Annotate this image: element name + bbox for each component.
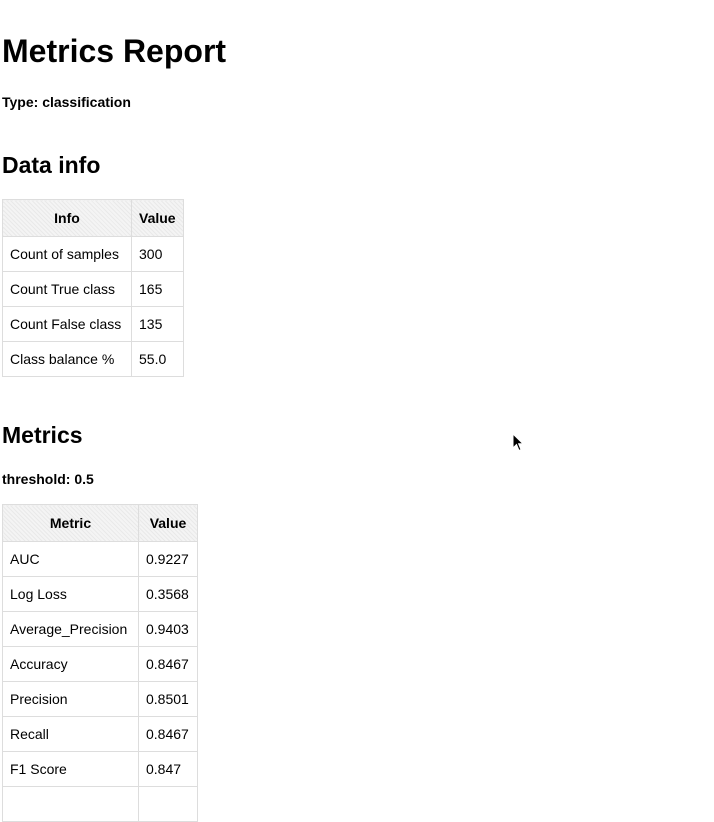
metric-value-cell: 0.8467 bbox=[139, 647, 198, 682]
table-row bbox=[3, 542, 198, 577]
table-row bbox=[3, 272, 184, 307]
metric-name-cell: Log Loss bbox=[3, 577, 139, 612]
table-row bbox=[3, 307, 184, 342]
table-row bbox=[3, 612, 198, 647]
report-type: Type: classification bbox=[2, 94, 131, 110]
data-info-heading: Data info bbox=[2, 152, 101, 178]
table-header-row bbox=[3, 200, 184, 237]
data-info-table bbox=[2, 199, 184, 377]
metric-name-cell: AUC bbox=[3, 542, 139, 577]
info-name-cell: Count of samples bbox=[3, 237, 132, 272]
metric-name-cell: Accuracy bbox=[3, 647, 139, 682]
info-name-cell: Class balance % bbox=[3, 342, 132, 377]
table-row bbox=[3, 787, 198, 822]
mouse-pointer-icon bbox=[512, 433, 524, 452]
info-value-cell: 165 bbox=[132, 272, 184, 307]
page-title: Metrics Report bbox=[2, 33, 227, 69]
info-name-cell: Count False class bbox=[3, 307, 132, 342]
metrics-heading: Metrics bbox=[2, 422, 83, 448]
threshold-label: threshold: 0.5 bbox=[2, 471, 94, 487]
metric-value-cell: 0.847 bbox=[139, 752, 198, 787]
info-value-cell: 55.0 bbox=[132, 342, 184, 377]
info-value-cell: 135 bbox=[132, 307, 184, 342]
metric-value-cell: 0.9403 bbox=[139, 612, 198, 647]
table-row bbox=[3, 717, 198, 752]
metric-value-cell: 0.8501 bbox=[139, 682, 198, 717]
column-header-value: Value bbox=[132, 200, 184, 237]
table-row bbox=[3, 577, 198, 612]
metric-name-cell bbox=[3, 787, 139, 822]
column-header-value: Value bbox=[139, 505, 198, 542]
metric-value-cell: 0.9227 bbox=[139, 542, 198, 577]
metric-value-cell bbox=[139, 787, 198, 822]
column-header-metric: Metric bbox=[3, 505, 139, 542]
metric-name-cell: Precision bbox=[3, 682, 139, 717]
table-row bbox=[3, 647, 198, 682]
table-row bbox=[3, 682, 198, 717]
table-row bbox=[3, 752, 198, 787]
info-value-cell: 300 bbox=[132, 237, 184, 272]
table-header-row bbox=[3, 505, 198, 542]
column-header-info: Info bbox=[3, 200, 132, 237]
metric-value-cell: 0.8467 bbox=[139, 717, 198, 752]
table-row bbox=[3, 237, 184, 272]
metric-name-cell: F1 Score bbox=[3, 752, 139, 787]
info-name-cell: Count True class bbox=[3, 272, 132, 307]
metric-value-cell: 0.3568 bbox=[139, 577, 198, 612]
metrics-table bbox=[2, 504, 198, 822]
table-row bbox=[3, 342, 184, 377]
metric-name-cell: Average_Precision bbox=[3, 612, 139, 647]
metric-name-cell: Recall bbox=[3, 717, 139, 752]
